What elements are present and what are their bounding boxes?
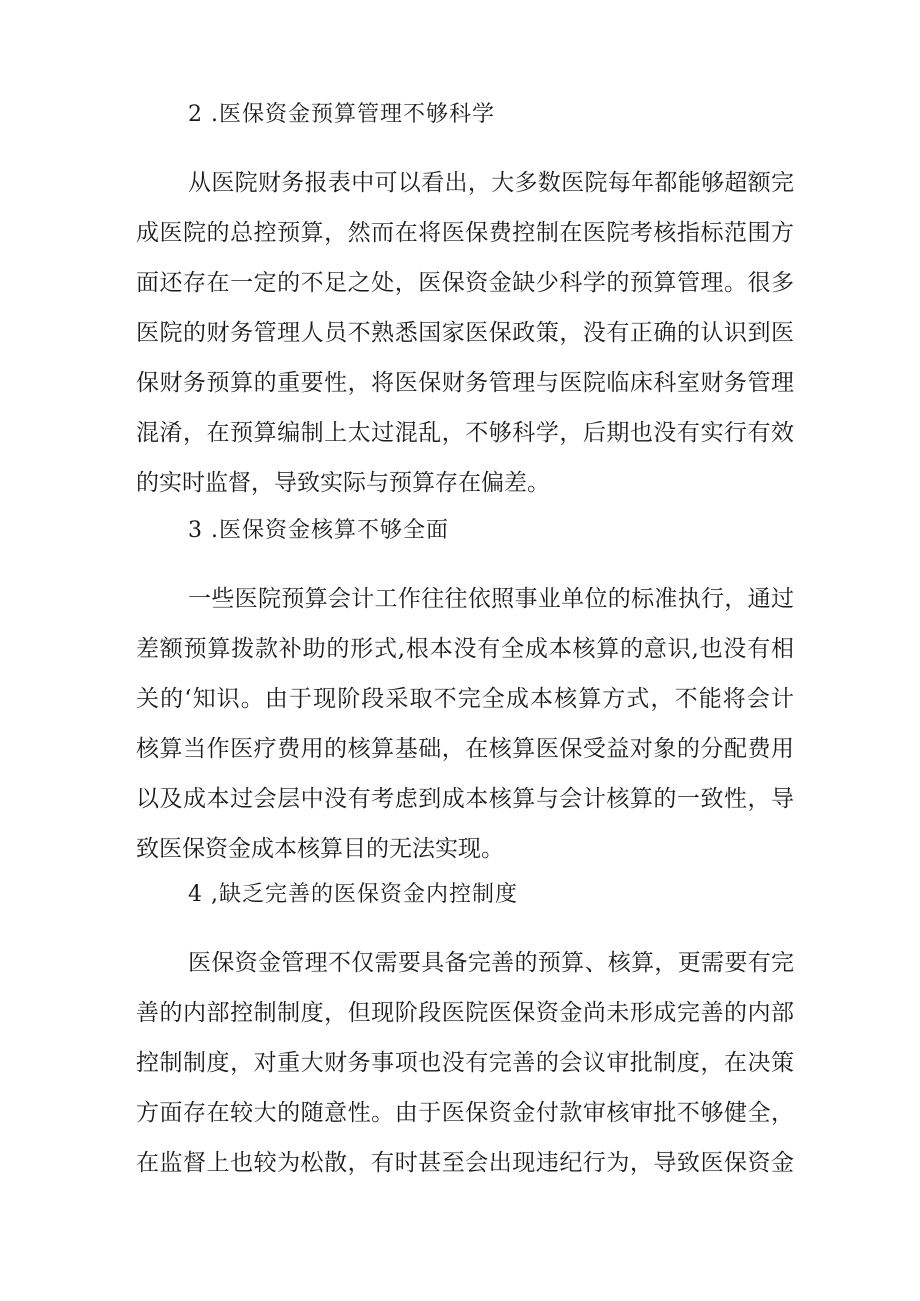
section-paragraph-4 [136, 938, 794, 1188]
paragraph-line: 关的‘知识。由于现阶段采取不完全成本核算方式，不能将会计 [136, 686, 794, 712]
paragraph-line: 医院的财务管理人员不熟悉国家医保政策，没有正确的认识到医 [136, 320, 794, 346]
paragraph-line: 方面存在较大的随意性。由于医保资金付款审核审批不够健全， [136, 1100, 794, 1126]
paragraph-line: 面还存在一定的不足之处，医保资金缺少科学的预算管理。很多 [136, 270, 794, 296]
paragraph-line: 医保资金管理不仅需要具备完善的预算、核算，更需要有完 [188, 950, 794, 976]
paragraph-line: 混淆，在预算编制上太过混乱，不够科学，后期也没有实行有效 [136, 420, 794, 446]
paragraph-line: 成医院的总控预算，然而在将医保费控制在医院考核指标范围方 [136, 220, 794, 246]
paragraph-line: 致医保资金成本核算目的无法实现。 [136, 836, 504, 862]
section-paragraph-2 [136, 158, 794, 508]
section-heading-2: 2 .医保资金预算管理不够科学 [188, 102, 495, 127]
paragraph-line: 控制制度，对重大财务事项也没有完善的会议审批制度，在决策 [136, 1050, 794, 1076]
paragraph-line: 善的内部控制制度，但现阶段医院医保资金尚未形成完善的内部 [136, 1000, 794, 1026]
paragraph-line: 核算当作医疗费用的核算基础，在核算医保受益对象的分配费用 [136, 736, 794, 762]
section-heading-3: 3 .医保资金核算不够全面 [188, 518, 449, 543]
paragraph-line: 在监督上也较为松散，有时甚至会出现违纪行为，导致医保资金 [136, 1150, 794, 1176]
paragraph-line: 差额预算拨款补助的形式,根本没有全成本核算的意识,也没有相 [136, 636, 794, 662]
paragraph-line: 的实时监督，导致实际与预算存在偏差。 [136, 470, 550, 496]
paragraph-line: 保财务预算的重要性，将医保财务管理与医院临床科室财务管理 [136, 370, 794, 396]
section-heading-4: 4 ,缺乏完善的医保资金内控制度 [188, 882, 518, 907]
section-paragraph-3 [136, 574, 794, 874]
paragraph-line: 从医院财务报表中可以看出，大多数医院每年都能够超额完 [188, 170, 794, 196]
paragraph-line: 以及成本过会层中没有考虑到成本核算与会计核算的一致性，导 [136, 786, 794, 812]
paragraph-line: 一些医院预算会计工作往往依照事业单位的标准执行，通过 [188, 586, 794, 612]
